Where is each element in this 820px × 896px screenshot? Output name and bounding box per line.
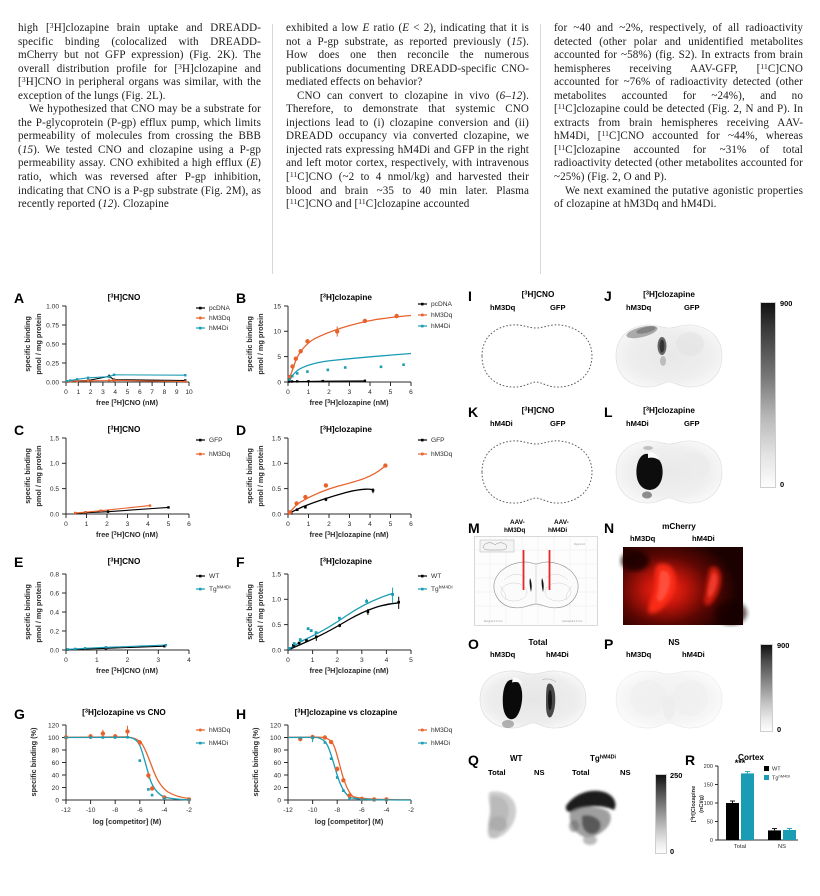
panel-R-label: R (685, 752, 696, 768)
svg-text:WT: WT (431, 573, 442, 581)
panel-B-label: B (236, 290, 247, 306)
svg-text:pcDNA: pcDNA (431, 301, 452, 309)
svg-text:hM4Di: hM4Di (431, 740, 451, 748)
article-column-2 (286, 22, 529, 212)
paragraph: exhibited a low E ratio (E < 2), indicating that it is not a P-gp substrate, as reported previously (15). How does one then reconcile the numerous publications documenting DREADD-specific CNO-mediated effects on behavior? (286, 22, 529, 89)
panel-Q (468, 752, 663, 882)
svg-text:120: 120 (47, 722, 59, 730)
panel-K-label: K (468, 404, 479, 420)
panel-K (468, 404, 603, 516)
svg-text:-8: -8 (334, 807, 341, 814)
panel-N (604, 520, 749, 630)
panel-D-label: D (236, 422, 247, 438)
panel-C-title: [$^3$H]CNO (107, 425, 141, 434)
panel-E-legend (196, 573, 231, 593)
panel-P-sub-right: hM4Di (682, 650, 705, 659)
svg-text:WT: WT (209, 573, 220, 581)
svg-text:5: 5 (388, 389, 393, 396)
svg-text:15: 15 (273, 303, 281, 311)
panel-R-legend (764, 766, 790, 782)
panel-E-plot (14, 556, 236, 680)
article-column-3 (554, 22, 803, 212)
svg-text:0.5: 0.5 (49, 486, 59, 493)
panel-B (236, 292, 464, 412)
panel-H-legend (418, 727, 453, 747)
svg-text:specific binding: specific binding (245, 584, 254, 640)
svg-text:50: 50 (706, 819, 713, 826)
svg-text:40: 40 (273, 772, 281, 780)
panel-Q-label-total-wt: Total (488, 768, 506, 777)
svg-text:-2: -2 (408, 807, 414, 814)
colorbar-Q-gradient (655, 774, 667, 854)
svg-text:5: 5 (388, 521, 393, 528)
panel-L-sub-right: GFP (684, 419, 700, 428)
svg-text:5: 5 (409, 657, 413, 664)
svg-text:2: 2 (88, 389, 93, 396)
svg-text:0: 0 (64, 521, 68, 528)
panel-J (604, 288, 739, 400)
svg-text:2: 2 (327, 521, 331, 528)
panel-F-plot (236, 556, 464, 680)
svg-text:(nCi/g): (nCi/g) (699, 795, 705, 813)
svg-text:1: 1 (84, 521, 89, 528)
svg-text:0.5: 0.5 (271, 486, 281, 493)
svg-text:TghM4Di: $Tg^{hM4Di}$ (209, 585, 231, 594)
colorbar-JL-min: 0 (780, 480, 785, 489)
autorad-Q-wt-total (472, 780, 538, 850)
autorad-L (602, 432, 737, 510)
panel-E-label: E (14, 554, 24, 570)
panel-M-sub-right-bottom: hM4Di (548, 527, 568, 534)
svg-text:NS: NS (777, 844, 787, 850)
svg-text:1.5: 1.5 (49, 435, 59, 443)
panel-L-title: [$^3$H]clozapine (643, 406, 695, 415)
svg-text:hM3Dq: hM3Dq (209, 727, 231, 735)
svg-text:specific binding: specific binding (23, 448, 32, 504)
svg-text:1: 1 (94, 657, 99, 664)
svg-text:1.0: 1.0 (49, 460, 59, 468)
panel-D-title: [$^3$H]clozapine (320, 425, 372, 434)
svg-text:1.5: 1.5 (271, 571, 281, 579)
panel-K-sub-left: hM4Di (490, 419, 513, 428)
svg-text:specific binding: specific binding (23, 584, 32, 640)
svg-text:pmol / mg protein: pmol / mg protein (34, 313, 43, 375)
svg-text:100: 100 (703, 801, 713, 808)
svg-text:0.00: 0.00 (46, 379, 59, 387)
panel-L (604, 404, 739, 516)
colorbar-Q-max: 250 (670, 771, 683, 780)
panel-H-title: [$^3$H]clozapine vs clozapine (294, 708, 398, 717)
panel-Q-label-ns-tg: NS (620, 768, 631, 777)
panel-J-title: [$^3$H]clozapine (643, 290, 695, 299)
panel-G-title: [$^3$H]clozapine vs CNO (82, 708, 166, 717)
svg-text:-6: -6 (136, 807, 143, 814)
svg-text:150: 150 (703, 782, 713, 789)
panel-N-sub-right: hM4Di (692, 534, 715, 543)
svg-text:3: 3 (347, 521, 352, 528)
svg-text:0: 0 (286, 521, 290, 528)
svg-text:3: 3 (125, 521, 130, 528)
svg-text:specific binding: specific binding (23, 316, 32, 372)
svg-text:log [competitor] (M): log [competitor] (M) (92, 817, 162, 826)
panel-C-legend (196, 437, 231, 458)
panel-M-sub-right-top: AAV- (554, 519, 569, 526)
colorbar-OP (760, 640, 812, 750)
panel-J-label: J (604, 288, 612, 304)
svg-text:0.0: 0.0 (49, 647, 59, 655)
article-column-1 (18, 22, 261, 212)
svg-text:hM3Dq: hM3Dq (209, 451, 231, 459)
colorbar-OP-gradient (760, 644, 773, 732)
svg-text:hM4Di: hM4Di (431, 323, 451, 331)
svg-text:pmol / mg protein: pmol / mg protein (256, 445, 265, 507)
svg-text:0: 0 (277, 379, 281, 387)
svg-text:-4: -4 (383, 807, 390, 814)
panel-K-sub-right: GFP (550, 419, 566, 428)
svg-text:10: 10 (273, 328, 281, 336)
svg-text:10: 10 (185, 389, 193, 396)
svg-text:4: 4 (368, 521, 372, 528)
svg-text:log [competitor] (M): log [competitor] (M) (314, 817, 384, 826)
autorad-J (602, 316, 737, 394)
svg-text:specific binding: specific binding (245, 316, 254, 372)
svg-text:20: 20 (273, 784, 281, 792)
panel-H-label: H (236, 706, 247, 722)
svg-text:hM3Dq: hM3Dq (209, 315, 231, 323)
panel-N-label: N (604, 520, 615, 536)
svg-text:-4: -4 (161, 807, 168, 814)
panel-J-sub-right: GFP (684, 303, 700, 312)
svg-text:4: 4 (113, 389, 118, 396)
svg-text:-2: -2 (186, 807, 192, 814)
svg-text:specific binding (%): specific binding (%) (29, 727, 38, 797)
panel-R (686, 752, 816, 882)
svg-text:-10: -10 (307, 807, 318, 814)
panel-J-sub-left: hM3Dq (626, 303, 652, 312)
bar-WT-ns (768, 830, 781, 840)
svg-text:5: 5 (277, 354, 281, 361)
svg-text:free [3H]CNO (nM): free [$^3$H]CNO (nM) (95, 398, 159, 407)
panel-A-label: A (14, 290, 25, 306)
colorbar-JL-gradient (760, 302, 776, 488)
svg-text:0: 0 (64, 657, 68, 664)
svg-text:6: 6 (187, 521, 191, 528)
panel-F-legend (418, 573, 453, 593)
panel-F-label: F (236, 554, 245, 570)
significance-marker: *** (734, 758, 746, 768)
brain-outline-K (470, 432, 605, 510)
svg-text:hM3Dq: hM3Dq (431, 727, 453, 735)
panel-B-legend (418, 301, 453, 330)
panel-A-legend (196, 305, 231, 332)
svg-text:0.25: 0.25 (46, 360, 59, 368)
svg-text:pmol / mg protein: pmol / mg protein (34, 445, 43, 507)
column-divider-1 (272, 24, 273, 274)
panel-O-label: O (468, 636, 479, 652)
svg-text:free [3H]clozapine (nM): free [$^3$H]clozapine (nM) (309, 530, 389, 539)
svg-text:Bregma 0.2 mm: Bregma 0.2 mm (484, 620, 503, 623)
panel-A-plot (14, 292, 236, 410)
svg-text:3: 3 (347, 389, 352, 396)
panel-M (468, 520, 603, 630)
svg-text:TghM4Di: $Tg^{hM4Di}$ (431, 585, 453, 594)
svg-text:free [3H]clozapine (nM): free [$^3$H]clozapine (nM) (309, 398, 389, 407)
mcherry-signal-overlay (623, 547, 743, 625)
svg-text:4: 4 (384, 657, 389, 664)
panel-G-legend (196, 727, 231, 747)
svg-text:specific binding: specific binding (245, 448, 254, 504)
autorad-O (470, 662, 600, 736)
svg-text:0: 0 (709, 838, 713, 845)
bar-Tg-total (741, 773, 754, 840)
svg-text:specific binding (%): specific binding (%) (251, 727, 260, 797)
panel-C-plot (14, 424, 236, 542)
svg-text:100: 100 (269, 734, 281, 742)
panel-B-title: [$^3$H]clozapine (320, 293, 372, 302)
svg-text:6: 6 (409, 521, 413, 528)
panel-K-title: [$^3$H]CNO (521, 406, 555, 415)
svg-text:5: 5 (166, 521, 171, 528)
colorbar-OP-max: 900 (777, 641, 790, 650)
svg-text:0.0: 0.0 (49, 511, 59, 519)
svg-text:0: 0 (55, 797, 59, 805)
panel-L-label: L (604, 404, 613, 420)
svg-text:0: 0 (64, 389, 68, 396)
panel-G-label: G (14, 706, 25, 722)
svg-text:3: 3 (156, 657, 161, 664)
autorad-P (606, 662, 736, 736)
svg-text:-8: -8 (112, 807, 119, 814)
figure-2 (0, 284, 820, 896)
svg-text:6: 6 (409, 389, 413, 396)
svg-text:1.0: 1.0 (271, 460, 281, 468)
svg-text:1: 1 (306, 521, 311, 528)
panel-P-label: P (604, 636, 614, 652)
panel-H-plot (236, 702, 464, 830)
svg-text:-6: -6 (358, 807, 365, 814)
panel-I (468, 288, 603, 400)
svg-text:0.50: 0.50 (46, 341, 59, 349)
svg-text:9: 9 (174, 389, 179, 396)
svg-text:0.75: 0.75 (46, 322, 59, 330)
panel-Q-label-total-tg: Total (572, 768, 590, 777)
svg-text:-12: -12 (61, 807, 71, 814)
svg-text:0.8: 0.8 (49, 571, 59, 579)
svg-text:0.2: 0.2 (49, 628, 59, 636)
svg-text:120: 120 (269, 722, 281, 730)
svg-text:0.0: 0.0 (271, 511, 281, 519)
panel-I-sub-right: GFP (550, 303, 566, 312)
svg-text:TghM4Di: $Tg^{hM4Di}$ (772, 773, 791, 782)
panel-A (14, 292, 236, 412)
svg-text:free [3H]CNO (nM): free [$^3$H]CNO (nM) (95, 666, 159, 675)
svg-text:100: 100 (47, 734, 59, 742)
panel-H (236, 702, 464, 832)
svg-text:2: 2 (125, 657, 130, 664)
svg-text:5: 5 (125, 389, 130, 396)
paragraph: high [$^3$H]clozapine brain uptake and DREADD-specific binding (colocalized with DREADD-mCherry but not GFP expression) (Fig. 2K). The overall distribution profile for [$^3$H]clozapine and [$^3$H]CNO in peripheral organs was similar, with the exception of the lungs (Fig. 2L). (18, 20, 261, 102)
paragraph: CNO can convert to clozapine in vivo (6–12). Therefore, to demonstrate that systemic CNO injections lead to (i) clozapine conversion and (ii) DREADD occupancy via converted clozapine, we injected rats expressing hM4Di and GFP in the right and left motor cortex, respectively, with intravenous [$^{11}$C]CNO (~2 to 4 nmol/kg) and harvested their blood and brain ~35 to 40 min later. Plasma [$^{11}$C]CNO and [$^{11}$C]clozapine accounted (286, 89, 529, 211)
svg-text:hM3Dq: hM3Dq (431, 312, 453, 320)
paragraph: We hypothesized that CNO may be a substrate for the P-glycoprotein (P-gp) efflux pump, which limits permeability of molecules from crossing the BBB (15). We tested CNO and clozapine using a P-gp permeability assay. CNO exhibited a high efflux (E) ratio, which was reversed after P-gp inhibition, indicating that CNO is a P-gp substrate (Fig. 2M), as recently reported (12). Clozapine (18, 103, 261, 211)
svg-text:7: 7 (150, 389, 154, 396)
svg-text:hM4Di: hM4Di (209, 740, 229, 748)
panel-D-legend (418, 437, 453, 458)
panel-N-title: mCherry (662, 522, 696, 531)
svg-text:200: 200 (703, 764, 713, 771)
autorad-Q-tg-total (556, 780, 626, 850)
svg-text:pmol / mg protein: pmol / mg protein (256, 313, 265, 375)
svg-text:20: 20 (51, 784, 59, 792)
panel-Q-group-WT: WT (510, 754, 523, 763)
svg-text:0.6: 0.6 (49, 590, 59, 598)
panel-C (14, 424, 236, 544)
panel-C-label: C (14, 422, 25, 438)
panel-Q-label-ns-wt: NS (534, 768, 545, 777)
svg-text:GFP: GFP (209, 437, 223, 445)
svg-text:1: 1 (76, 389, 81, 396)
paragraph: We next examined the putative agonistic properties of clozapine at hM3Dq and hM4Di. (554, 184, 803, 211)
svg-text:0.4: 0.4 (49, 609, 59, 617)
panel-I-label: I (468, 288, 472, 304)
svg-text:1: 1 (306, 389, 311, 396)
svg-text:0: 0 (286, 657, 290, 664)
panel-F (236, 556, 464, 682)
panel-B-plot (236, 292, 464, 410)
svg-text:[3H]Clozapine: [$^3$H]Clozapine (689, 785, 697, 823)
svg-text:3: 3 (101, 389, 105, 396)
brain-outline-I (470, 316, 605, 394)
svg-text:1.00: 1.00 (46, 303, 59, 311)
svg-text:60: 60 (51, 759, 59, 767)
svg-text:GFP: GFP (431, 437, 445, 445)
panel-O-sub-right: hM4Di (546, 650, 569, 659)
colorbar-OP-min: 0 (777, 725, 782, 734)
panel-M-sub-left-bottom: hM3Dq (504, 527, 526, 534)
colorbar-JL-max: 900 (780, 299, 793, 308)
svg-text:1.5: 1.5 (271, 435, 281, 443)
panel-M-label: M (468, 520, 480, 536)
svg-text:hM4Di: hM4Di (209, 325, 229, 333)
brain-atlas-M (474, 536, 598, 626)
svg-text:pmol / mg protein: pmol / mg protein (256, 581, 265, 643)
svg-text:pmol / mg protein: pmol / mg protein (34, 581, 43, 643)
panel-P-title: NS (668, 638, 680, 647)
svg-text:0: 0 (286, 389, 290, 396)
svg-text:free [3H]clozapine (nM): free [$^3$H]clozapine (nM) (309, 666, 389, 675)
panel-Q-group-Tg: $Tg^{hM4Di}$ (590, 754, 616, 763)
svg-text:0.5: 0.5 (271, 622, 281, 629)
svg-text:-12: -12 (283, 807, 293, 814)
panel-R-plot (686, 752, 816, 870)
panel-G-plot (14, 702, 236, 830)
colorbar-Q-min: 0 (670, 847, 675, 856)
panel-N-sub-left: hM3Dq (630, 534, 656, 543)
svg-text:Total: Total (733, 844, 747, 850)
panel-I-sub-left: hM3Dq (490, 303, 516, 312)
panel-L-sub-left: hM4Di (626, 419, 649, 428)
svg-text:80: 80 (51, 747, 59, 755)
svg-text:2: 2 (105, 521, 109, 528)
panel-P-sub-left: hM3Dq (626, 650, 652, 659)
bar-WT-total (726, 803, 739, 840)
svg-text:4: 4 (187, 657, 191, 664)
svg-text:0.0: 0.0 (271, 647, 281, 655)
colorbar-JL (760, 298, 812, 498)
svg-text:1: 1 (310, 657, 315, 664)
panel-I-title: [$^3$H]CNO (521, 290, 555, 299)
panel-D (236, 424, 464, 544)
svg-text:80: 80 (273, 747, 281, 755)
svg-text:hM3Dq: hM3Dq (431, 451, 453, 459)
panel-O-sub-left: hM3Dq (490, 650, 516, 659)
paragraph: for ~40 and ~2%, respectively, of all radioactivity detected (other polar and unidentified metabolites accounted for ~58%) (fig. S2). In extracts from brain hemispheres receiving AAV-GFP, [$^{11}$C]CNO accounted for ~76% of radioactivity detected (other metabolites accounted for ~24%), and no [$^{11}$C]clozapine could be detected (Fig. 2, N and P). In extracts from brain hemispheres receiving AAV-hM4Di, [$^{11}$C]CNO accounted for ~44%, whereas [$^{11}$C]clozapine accounted for ~31% of total radioactivity detected (other metabolites accounted for ~25%) (Fig. 2, O and P). (554, 22, 803, 184)
panel-O (468, 636, 603, 741)
svg-text:60: 60 (273, 759, 281, 767)
svg-text:free [3H]CNO (nM): free [$^3$H]CNO (nM) (95, 530, 159, 539)
panel-Q-label: Q (468, 752, 479, 768)
svg-text:Figure 12: Figure 12 (574, 543, 585, 546)
svg-text:1.0: 1.0 (271, 596, 281, 604)
panel-O-title: Total (528, 638, 548, 647)
panel-F-title: [$^3$H]clozapine (320, 557, 372, 566)
svg-text:4: 4 (368, 389, 372, 396)
svg-text:0: 0 (277, 797, 281, 805)
panel-R-title: Cortex (738, 753, 764, 762)
svg-text:4: 4 (146, 521, 150, 528)
svg-text:8: 8 (162, 389, 167, 396)
svg-text:-10: -10 (85, 807, 96, 814)
panel-A-title: [$^3$H]CNO (107, 293, 141, 302)
panel-G (14, 702, 236, 832)
svg-text:3: 3 (359, 657, 364, 664)
svg-text:Interaural 9.2 mm: Interaural 9.2 mm (562, 620, 583, 623)
panel-M-sub-left-top: AAV- (510, 519, 525, 526)
column-divider-2 (540, 24, 541, 274)
panel-E (14, 556, 236, 682)
svg-text:6: 6 (137, 389, 142, 396)
panel-P (604, 636, 739, 741)
svg-text:2: 2 (327, 389, 331, 396)
svg-text:2: 2 (335, 657, 340, 664)
panel-E-title: [$^3$H]CNO (107, 557, 141, 566)
bar-Tg-ns (783, 830, 796, 840)
svg-text:40: 40 (51, 772, 59, 780)
svg-text:pcDNA: pcDNA (209, 305, 230, 313)
svg-text:WT: WT (772, 766, 781, 773)
panel-D-plot (236, 424, 464, 542)
